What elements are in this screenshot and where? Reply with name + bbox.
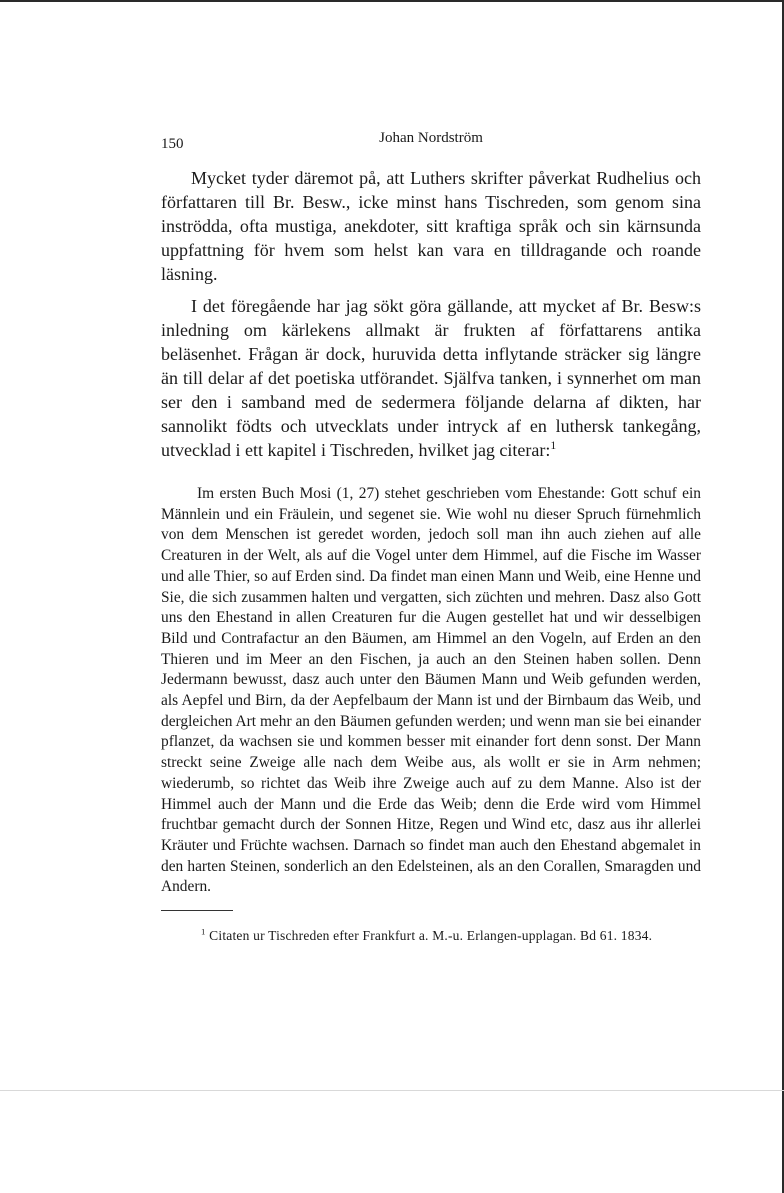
footnote-reference: 1 <box>550 439 557 452</box>
footnote-marker: 1 <box>201 926 206 937</box>
footnote-text: Citaten ur Tischreden efter Frankfurt a. M.-u. Erlangen-upplagan. Bd 61. 1834. <box>209 928 653 944</box>
block-quote: Im ersten Buch Mosi (1, 27) stehet geschrieben vom Ehestande: Gott schuf ein Männlein und ein Fräulein, und segenet sie. Wie wohl nu dieser Spruch fürnehmlich von dem Menschen ist geredet worden, jedoch soll man ihn auch ziehen auf alle Creaturen in der Welt, als auf die Vogel unter dem Himmel, auf die Fische im Wasser und alle Thier, so auf Erden sind. Da findet man einen Mann und Weib, eine Henne und Sie, die sich zusammen halten und vergatten, sich züchten und mehren. Dasz also Gott uns den Ehestand in allen Creaturen fur die Augen gestellet hat und wir desselbigen Bild und Contrafactur an den Bäumen, am Himmel an den Vogeln, auf Erden an den Thieren und im Meer an den Fischen, ja auch an den Steinen haben sollen. Denn Jedermann bewusst, dasz auch unter den Bäumen Mann und Weib gefunden werden, als Aepfel und Birn, da der Aepfelbaum der Mann ist und der Birnbaum das Weib, und dergleichen Art mehr an den Bäumen gefunden werden; und wenn man sie bei einander pflanzet, da wachsen sie und kommen besser mit einander fort denn sonst. Der Mann streckt seine Zweige alle nach dem Weibe aus, als wollt er sie in Arm nehmen; wiederumb, so richtet das Weib ihre Zweige auch auf zu dem Manne. Also ist der Himmel auch der Mann und die Erde das Weib; denn die Erde wird vom Himmel fruchtbar gemacht durch der Sonnen Hitze, Regen und Wind etc, dasz aus ihr allerlei Kräuter und Früchte wachsen. Darnach so findet man auch den Ehestand abgemalet in den harten Steinen, sonderlich an den Edelsteinen, als an den Corallen, Smaragden und Andern. <box>161 485 701 896</box>
body-paragraph-1: Mycket tyder däremot på, att Luthers skrifter påverkat Rudhelius och författaren till Br. Besw., icke minst hans Tischreden, som genom sina inströdda, ofta mustiga, anekdoter, sitt kraftiga språk och sin kärnsunda uppfattning för hvem som helst kan vara en tilldragande och roande läsning. <box>161 168 701 284</box>
footnote <box>161 925 701 946</box>
body-paragraph-2 <box>161 294 701 462</box>
book-page <box>161 128 701 946</box>
page-number: 150 <box>161 136 184 152</box>
page-edge-top <box>0 0 784 2</box>
body-paragraph-2-text: I det föregående har jag sökt göra gällande, att mycket af Br. Besw:s inledning om kärlekens allmakt är frukten af författarens antika beläsenhet. Frågan är dock, huruvida detta inflytande sträcker sig längre än till delar af det poetiska utförandet. Själfva tanken, i synnerhet om man ser den i samband med de sedermera följande delarna af dikten, har sannolikt födts och utvecklats under intryck af en luthersk tankegång, utvecklad i ett kapitel i Tischreden, hvilket jag citerar: <box>161 296 701 460</box>
scan-artifact-line <box>0 1090 784 1091</box>
running-head <box>161 128 701 152</box>
footnote-divider <box>161 910 233 911</box>
running-title: Johan Nordström <box>379 130 483 146</box>
